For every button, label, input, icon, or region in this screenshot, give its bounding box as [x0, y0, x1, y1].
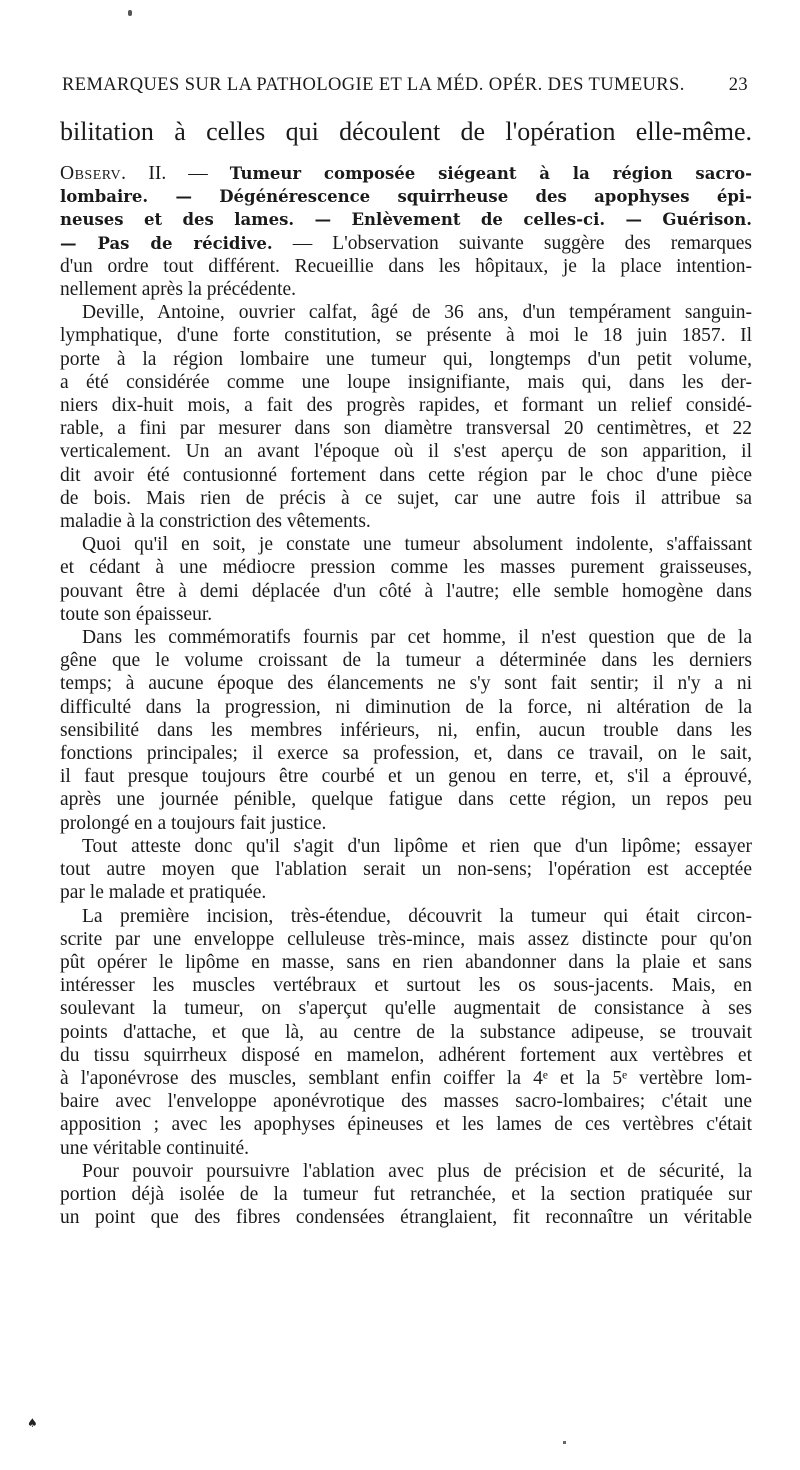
print-speck — [128, 10, 132, 16]
text-line: à l'aponévrose des muscles, semblant enfin coiffer la 4ᵉ et la 5ᵉ vertèbre lom- — [60, 1067, 752, 1089]
observation-heading-line — [60, 185, 752, 208]
text-line: maladie à la constriction des vêtements. — [60, 511, 371, 533]
text-line: et cédant à une médiocre pression comme les masses purement graisseuses, — [60, 557, 752, 579]
text-line: scrite par une enveloppe celluleuse très-mince, mais assez distincte pour qu'on — [60, 928, 752, 950]
observation-intro-text: — L'observation suivante suggère des remarques — [272, 232, 752, 254]
text-line: lymphatique, d'une forte constitution, se présente à moi le 18 juin 1857. Il — [60, 325, 752, 347]
text-line: un point que des fibres condensées étranglaient, fit reconnaître un véritable — [60, 1207, 752, 1229]
text-line: difficulté dans la progression, ni diminution de la force, ni altération de la — [60, 696, 752, 718]
text-line: rable, a fini par mesurer dans son diamètre transversal 20 centimètres, et 22 — [60, 418, 752, 440]
text-line: intéresser les muscles vertébraux et surtout les os sous-jacents. Mais, en — [60, 975, 752, 997]
text-line: pût opérer le lipôme en masse, sans en rien abandonner dans la plaie et sans — [60, 951, 752, 973]
text-line: Deville, Antoine, ouvrier calfat, âgé de 36 ans, d'un tempérament sanguin- — [82, 302, 752, 324]
observation-heading-line — [60, 208, 752, 231]
header-title: REMARQUES SUR LA PATHOLOGIE ET LA MÉD. OPÉR. DES TUMEURS. — [62, 75, 685, 95]
observation-title-bold: neuses et des lames. — Enlèvement de celles-ci. — Guérison. — [60, 210, 752, 230]
observation-title-bold: lombaire. — Dégénérescence squirrheuse des apophyses épi- — [60, 187, 752, 207]
text-line: d'un ordre tout différent. Recueillie dans les hôpitaux, je la place intention- — [60, 255, 752, 277]
text-line: gêne que le volume croissant de la tumeur a déterminée dans les derniers — [60, 650, 752, 672]
observation-number: II. — — [126, 163, 230, 184]
text-line: Tout atteste donc qu'il s'agit d'un lipôme et rien que d'un lipôme; essayer — [82, 835, 752, 857]
text-line: fonctions principales; il exerce sa profession, et, dans ce travail, on le sait, — [60, 743, 752, 765]
body-text — [60, 112, 752, 1229]
text-line: portion déjà isolée de la tumeur fut retranchée, et la section pratiquée sur — [60, 1183, 752, 1205]
text-line: de bois. Mais rien de précis à ce sujet, car une autre fois il attribue sa — [60, 487, 752, 509]
text-line: pouvant être à demi déplacée d'un côté à l'autre; elle semble homogène dans — [60, 580, 752, 602]
paragraph-lines — [60, 255, 752, 1230]
text-line: apposition ; avec les apophyses épineuses et les lames de ces vertèbres c'était — [60, 1114, 752, 1136]
text-line: toute son épaisseur. — [60, 603, 213, 625]
text-line: par le malade et pratiquée. — [60, 882, 267, 904]
observation-heading-line — [60, 162, 752, 185]
text-line: dit avoir été contusionné fortement dans cette région par le choc d'une pièce — [60, 464, 752, 486]
running-header — [62, 75, 748, 96]
text-line: il faut presque toujours être courbé et un genou en terre, et, s'il a éprouvé, — [60, 766, 752, 788]
text-line: après une journée pénible, quelque fatigue dans cette région, un repos peu — [60, 789, 752, 811]
observation-title-bold: Tumeur composée siégeant à la région sacro- — [229, 164, 752, 183]
text-line: porte à la région lombaire une tumeur qui, longtemps d'un petit volume, — [60, 348, 752, 370]
text-line: une véritable continuité. — [60, 1137, 249, 1159]
text-line: verticalement. Un an avant l'époque où il s'est aperçu de son apparition, il — [60, 441, 752, 463]
print-speck — [563, 1441, 566, 1444]
continuation-line: bilitation à celles qui découlent de l'opération elle-même. — [60, 117, 752, 146]
text-line: La première incision, très-étendue, découvrit la tumeur qui était circon- — [82, 905, 752, 927]
text-line: points d'attache, et que là, au centre de la substance adipeuse, se trouvait — [60, 1021, 752, 1043]
text-line: temps; à aucune époque des élancements ne s'y sont fait sentir; il n'y a ni — [60, 673, 752, 695]
page-number: 23 — [728, 75, 748, 95]
observation-heading-line — [60, 232, 752, 255]
text-line: Dans les commémoratifs fournis par cet homme, il n'est question que de la — [82, 627, 752, 649]
text-line: tout autre moyen que l'ablation serait un non-sens; l'opération est acceptée — [60, 859, 752, 881]
text-line: nellement après la précédente. — [60, 279, 297, 301]
text-line: prolongé en a toujours fait justice. — [60, 812, 327, 834]
text-line: du tissu squirrheux disposé en mamelon, adhérent fortement aux vertèbres et — [60, 1044, 752, 1066]
observation-label: Observ. — [60, 163, 127, 184]
bottom-ornament: ♠ — [27, 1416, 38, 1430]
text-line: Quoi qu'il en soit, je constate une tumeur absolument indolente, s'affaissant — [82, 534, 752, 556]
text-line: a été considérée comme une loupe insignifiante, mais qui, dans les der- — [60, 371, 752, 393]
text-line: sensibilité dans les membres inférieurs, ni, enfin, aucun trouble dans les — [60, 719, 752, 741]
text-line: niers dix-huit mois, a fait des progrès rapides, et formant un relief considé- — [60, 395, 752, 417]
text-line: Pour pouvoir poursuivre l'ablation avec plus de précision et de sécurité, la — [82, 1160, 752, 1182]
text-line: soulevant la tumeur, on s'aperçut qu'elle augmentait de consistance à ses — [60, 998, 752, 1020]
observation-title-bold: — Pas de récidive. — [60, 233, 273, 253]
text-line: baire avec l'enveloppe aponévrotique des masses sacro-lombaires; c'était une — [60, 1091, 752, 1113]
